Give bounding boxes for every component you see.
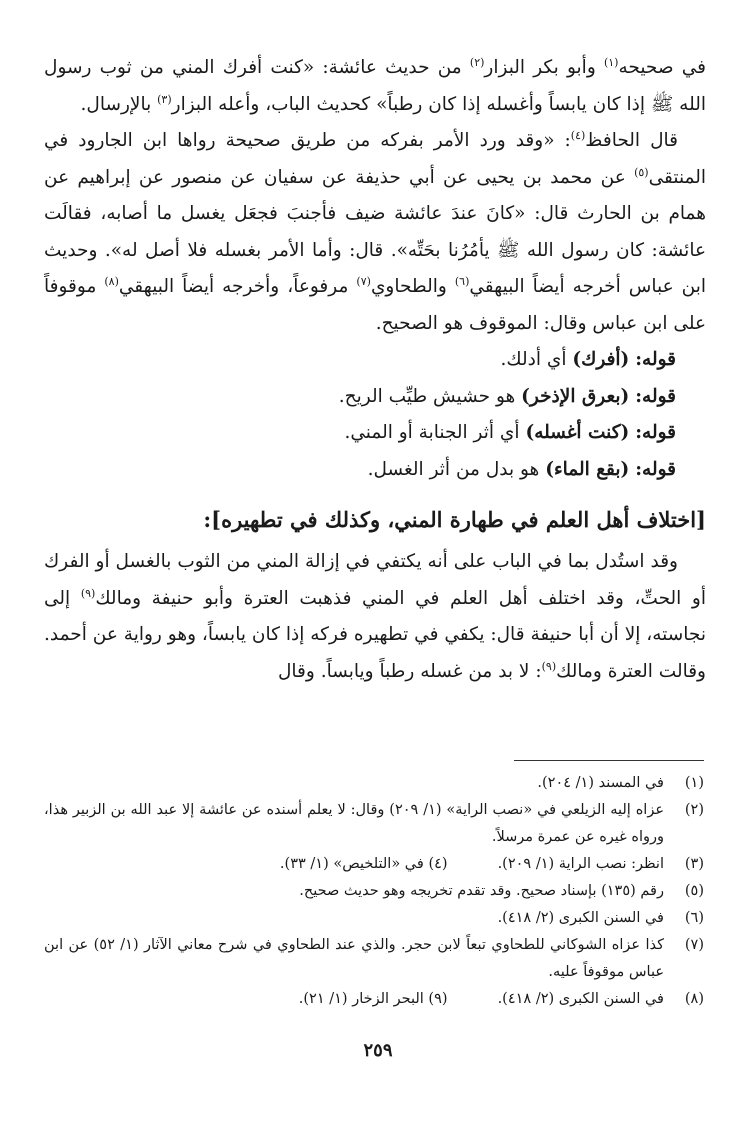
text: إلى نجاسته، إلا أن أبا حنيفة قال: يكفي في تطهيره فركه إذا كان يابساً، وهو رواية عن أحمد. وقالت العترة ومالك [44,587,706,682]
text: بالإرسال. [80,93,158,115]
footnote-ref[interactable]: (٩) [80,586,96,600]
footnote-ref[interactable]: (٤) [570,128,586,142]
footnote [44,986,704,1013]
qawl-label: قوله: [635,349,676,370]
footnote-text [44,851,664,878]
footnote-text: في السنن الكبرى (٢/ ٤١٨). [497,991,664,1007]
paragraph-1 [44,50,706,123]
text: من حديث عائشة: «كنت أفرك المني من ثوب رسول الله ﷺ إذا كان يابساً وأغسله إذا كان رطباً» كحديث الباب، وأعله البزار [44,57,706,115]
text: قال الحافظ [585,130,679,151]
text: والطحاوي [370,276,455,297]
footnote [44,932,704,986]
qawl-term: (بعرق الإذخر) [521,385,630,407]
text: موقوفاً على ابن عباس وقال: الموقوف هو الصحيح. [44,276,706,334]
qawl-gloss: أي أثر الجنابة أو المني. [344,422,526,443]
footnote-number: (٧) [684,937,704,953]
text: وأبو بكر البزار [484,57,604,78]
footnote [44,851,704,878]
qawl-gloss: هو حشيش طيِّب الريح. [338,385,522,407]
footnote-separator [514,760,704,761]
footnote-text: في السنن الكبرى (٢/ ٤١٨). [497,910,664,926]
footnote [44,905,704,932]
footnote-ref[interactable]: (٦) [454,274,470,288]
footnote-text: البحر الزخار (١/ ٢١). [298,991,424,1007]
qawl-label: قوله: [635,458,676,480]
footnote-ref[interactable]: (٧) [356,274,371,288]
qawl-line [44,342,706,379]
qawl-label: قوله: [635,385,676,407]
footnote [44,878,704,905]
footnotes [44,770,704,1013]
text: عن محمد بن يحيى عن أبي حذيفة عن سفيان عن منصور عن إبراهيم عن همام بن الحارث قال: «كانَ عندَ عائشة ضيف فأجنبَ فجعَل يغسل ما أصابه، فقالَت عائشة: كان رسول الله ﷺ يأمُرُنا بحَتِّه». قال: وأما الأمر بغسله فلا أصل له». وحديث ابن عباس أخرجه أيضاً البيهقي [44,166,706,297]
page-number: ٢٥٩ [363,1040,393,1061]
footnote-text: كذا عزاه الشوكاني للطحاوي تبعاً لابن حجر. والذي عند الطحاوي في شرح معاني الآثار (١/ ٥٢) عن ابن عباس موقوفاً عليه. [44,937,665,980]
paragraph-3 [44,544,706,690]
qawl-label: قوله: [635,422,676,443]
qawl-term: (بقع الماء) [545,458,630,480]
text: مرفوعاً، وأخرجه أيضاً البيهقي [118,276,357,297]
qawl-gloss: هو بدل من أثر الغسل. [367,458,546,480]
qawl-line [44,379,706,416]
footnote-number: (٤) [428,856,448,872]
section-heading: [اختلاف أهل العلم في طهارة المني، وكذلك في تطهيره]: [203,507,706,532]
qawl-line [44,452,706,489]
footnote-number: (٢) [684,802,704,818]
footnote-text [44,986,664,1013]
footnote-ref[interactable]: (١) [603,55,619,69]
footnote-number: (١) [684,775,704,791]
footnote-text: عزاه إليه الزيلعي في «نصب الراية» (١/ ٢٠٩) وقال: لا يعلم أسنده عن عائشة إلا عبد الله بن الزبير هذا، ورواه غيره عن عمرة مرسلاً. [44,802,664,845]
footnote-number: (٩) [428,991,448,1007]
footnote-ref[interactable]: (٥) [634,165,649,179]
footnote-text: رقم (١٣٥) بإسناد صحيح. وقد تقدم تخريجه وهو حديث صحيح. [299,883,664,899]
qawl-line [44,415,706,452]
footnote-ref[interactable]: (٩) [541,659,557,673]
footnote-number: (٨) [684,991,704,1007]
text: : لا بد من غسله رطباً ويابساً. وقال [277,660,542,682]
paragraph-2 [44,123,706,342]
main-text [44,50,706,690]
footnote-number: (٣) [684,856,704,872]
footnote [44,797,704,851]
footnote-ref[interactable]: (٣) [157,92,172,106]
footnote-number: (٥) [684,883,704,899]
footnote [44,770,704,797]
footnote-number: (٦) [684,910,704,926]
text: : «وقد ورد الأمر بفركه من طريق صحيحة رواها ابن الجارود في المنتقى [44,130,706,188]
qawl-term: (كنت أغسله) [525,422,630,443]
footnote-text: في «التلخيص» (١/ ٣٣). [279,856,424,872]
footnote-ref[interactable]: (٢) [469,55,485,69]
text: وقد استُدل بما في الباب على أنه يكتفي في إزالة المني من الثوب بالغسل أو الفرك أو الحتِّ، وقد اختلف أهل العلم في المني فذهبت العترة وأبو حنيفة ومالك [44,551,707,609]
footnote-ref[interactable]: (٨) [104,274,119,288]
qawl-gloss: أي أدلك. [500,349,573,370]
footnote-text: انظر: نصب الراية (١/ ٢٠٩). [497,856,664,872]
footnote-text: في المسند (١/ ٢٠٤). [537,775,664,791]
text: في صحيحه [618,57,706,78]
qawl-term: (أفرك) [572,349,630,370]
